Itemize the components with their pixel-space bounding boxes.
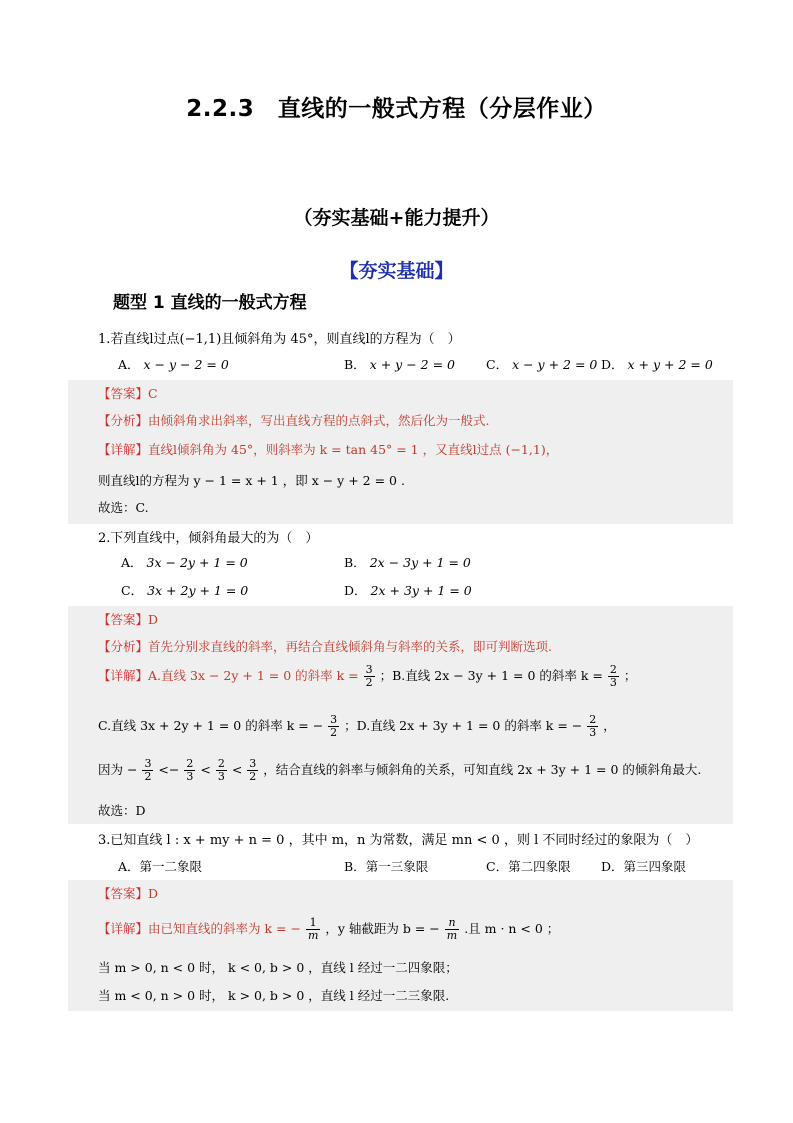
q2-detail-2: C.直线 3x + 2y + 1 = 0 的斜率 k = − $\frac{3}{2}$ ；D.直线 2x + 3y + 1 = 0 的斜率 k = − $\frac{2}{3}$ ，: [98, 713, 616, 739]
q3-option-b: B．第一三象限: [344, 859, 429, 874]
q3-stem: 3.已知直线 l : x + my + n = 0 ，其中 m，n 为常数，满足 mn < 0 ，则 l 不同时经过的象限为（ ）: [98, 833, 699, 848]
q2-option-b: B． 2x − 3y + 1 = 0: [344, 555, 471, 570]
q2-detail-3: 因为 − $\frac{3}{2}$ <− $\frac{2}{3}$ < $\frac{2}{3}$ < $\frac{3}{2}$ ，结合直线的斜率与倾斜角的关系，可知直线 2x + 3y + 1 = 0 的倾斜角最大.: [98, 757, 702, 783]
fraction: $\frac{3}{2}$: [330, 713, 338, 739]
document-subtitle: （夯实基础+能力提升）: [293, 207, 500, 229]
q1-option-b: B． x + y − 2 = 0: [344, 357, 455, 372]
q3-option-a: A．第一二象限: [118, 859, 203, 874]
q1-conclusion: 故选：C.: [98, 500, 149, 515]
q2-option-c: C． 3x + 2y + 1 = 0: [121, 583, 249, 598]
q1-answer: 【答案】C: [98, 386, 158, 401]
q1-detail-2: 则直线l的方程为 y − 1 = x + 1 ，即 x − y + 2 = 0 .: [98, 473, 405, 488]
question-type-title: 题型 1 直线的一般式方程: [113, 293, 307, 313]
q3-case-2: 当 m < 0, n > 0 时， k > 0, b > 0 ，直线 l 经过一二三象限.: [98, 988, 450, 1003]
q1-option-d: D． x + y + 2 = 0: [601, 357, 713, 372]
fraction: $\frac{n}{m}$: [446, 916, 458, 942]
q3-option-d: D．第三四象限: [601, 859, 687, 874]
q2-answer: 【答案】D: [98, 612, 159, 627]
fraction: $\frac{2}{3}$: [217, 757, 225, 783]
q2-conclusion: 故选：D: [98, 803, 146, 818]
q1-option-a: A． x − y − 2 = 0: [118, 357, 229, 372]
q1-option-c: C． x − y + 2 = 0: [486, 357, 598, 372]
fraction: $\frac{2}{3}$: [589, 713, 597, 739]
document-title: 2.2.3 直线的一般式方程（分层作业）: [186, 96, 607, 122]
q2-option-d: D． 2x + 3y + 1 = 0: [344, 583, 472, 598]
fraction: $\frac{2}{3}$: [609, 663, 617, 689]
q3-case-1: 当 m > 0, n < 0 时， k < 0, b > 0 ，直线 l 经过一二四象限；: [98, 960, 458, 975]
q3-answer: 【答案】D: [98, 886, 159, 901]
fraction: $\frac{3}{2}$: [365, 663, 373, 689]
q3-detail: 【详解】由已知直线的斜率为 k = − $\frac{1}{m}$ ，y 轴截距为 b = − $\frac{n}{m}$ .且 m · n < 0 ；: [98, 916, 560, 942]
q2-analysis: 【分析】首先分别求直线的斜率，再结合直线倾斜角与斜率的关系，即可判断选项.: [98, 639, 552, 654]
q1-analysis: 【分析】由倾斜角求出斜率，写出直线方程的点斜式，然后化为一般式.: [98, 413, 490, 428]
q1-stem: 1.若直线l过点(−1,1)且倾斜角为 45°，则直线l的方程为（ ）: [98, 332, 461, 347]
fraction: $\frac{1}{m}$: [307, 916, 319, 942]
q2-option-a: A． 3x − 2y + 1 = 0: [121, 555, 248, 570]
q2-stem: 2.下列直线中，倾斜角最大的为（ ）: [98, 531, 319, 546]
fraction: $\frac{2}{3}$: [186, 757, 194, 783]
section-title: 【夯实基础】: [339, 260, 454, 282]
fraction: $\frac{3}{2}$: [144, 757, 152, 783]
fraction: $\frac{3}{2}$: [249, 757, 257, 783]
q2-detail: 【详解】A.直线 3x − 2y + 1 = 0 的斜率 k = $\frac{3}{2}$ ；B.直线 2x − 3y + 1 = 0 的斜率 k = $\frac{2}{3}$ ；: [98, 663, 637, 689]
q3-option-c: C．第二四象限: [486, 859, 571, 874]
q1-detail: 【详解】直线l倾斜角为 45°，则斜率为 k = tan 45° = 1 ，又直线l过点 (−1,1)，: [98, 442, 559, 457]
